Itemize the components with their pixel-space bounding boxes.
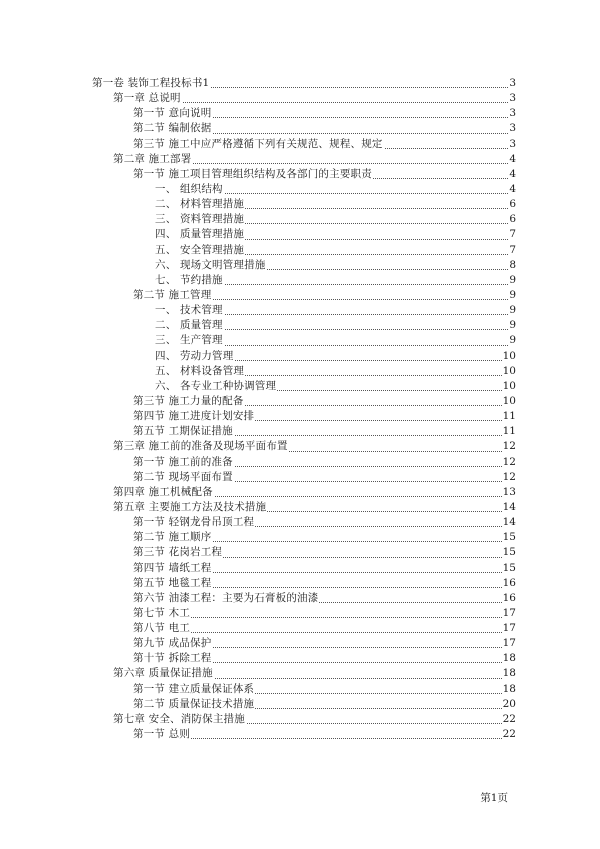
toc-entry[interactable] [0, 212, 600, 227]
toc-entry-title: 第二节 编制依据 [133, 121, 212, 136]
toc-entry[interactable] [0, 273, 600, 288]
toc-entry-page-number: 3 [508, 91, 516, 106]
toc-entry-page-number: 15 [502, 545, 516, 560]
toc-entry-page-number: 15 [502, 561, 516, 576]
toc-entry-page-number: 9 [508, 273, 516, 288]
toc-entry-title: 第二节 质量保证技术措施 [133, 697, 255, 712]
toc-entry[interactable] [0, 106, 600, 121]
toc-entry-title: 第四节 施工进度计划安排 [133, 409, 255, 424]
toc-entry-page-number: 22 [502, 727, 516, 742]
toc-entry-title: 一、 技术管理 [155, 303, 224, 318]
toc-entry-page-number: 4 [508, 167, 516, 182]
toc-entry-title: 第一节 意向说明 [133, 106, 212, 121]
toc-entry-page-number: 17 [502, 621, 516, 636]
toc-entry-page-number: 9 [508, 333, 516, 348]
toc-entry[interactable] [0, 545, 600, 560]
toc-entry[interactable] [0, 409, 600, 424]
toc-entry[interactable] [0, 197, 600, 212]
toc-entry[interactable] [0, 349, 600, 364]
toc-entry[interactable] [0, 182, 600, 197]
toc-entry-page-number: 7 [508, 227, 516, 242]
toc-entry[interactable] [0, 727, 600, 742]
toc-entry[interactable] [0, 137, 600, 152]
toc-entry-page-number: 10 [502, 379, 516, 394]
toc-entry[interactable] [0, 515, 600, 530]
toc-entry-title: 六、 现场文明管理措施 [155, 258, 267, 273]
toc-entry-title: 第七章 安全、消防保主措施 [113, 712, 246, 727]
toc-entry-page-number: 15 [502, 530, 516, 545]
toc-entry-page-number: 12 [502, 439, 516, 454]
toc-entry[interactable] [0, 152, 600, 167]
toc-entry[interactable] [0, 243, 600, 258]
toc-entry-page-number: 6 [508, 212, 516, 227]
toc-entry[interactable] [0, 530, 600, 545]
toc-entry-title: 第五节 地毯工程 [133, 576, 212, 591]
toc-entry-page-number: 16 [502, 591, 516, 606]
toc-entry-title: 第七节 木工 [133, 606, 191, 621]
toc-entry-title: 第九节 成品保护 [133, 636, 212, 651]
toc-entry-title: 第一节 建立质量保证体系 [133, 682, 255, 697]
toc-entry-title: 三、 资料管理措施 [155, 212, 245, 227]
toc-entry[interactable] [0, 621, 600, 636]
toc-entry[interactable] [0, 606, 600, 621]
toc-entry-title: 四、 劳动力管理 [155, 349, 234, 364]
toc-entry-title: 第十节 拆除工程 [133, 651, 212, 666]
toc-entry[interactable] [0, 651, 600, 666]
toc-entry[interactable] [0, 682, 600, 697]
toc-entry-page-number: 20 [502, 697, 516, 712]
toc-entry-page-number: 3 [508, 137, 516, 152]
toc-entry-title: 第一节 总则 [133, 727, 191, 742]
toc-entry-page-number: 17 [502, 636, 516, 651]
page-number-footer: 第1页 [480, 792, 508, 804]
toc-entry[interactable] [0, 227, 600, 242]
toc-entry-title: 第五节 工期保证措施 [133, 424, 234, 439]
toc-entry[interactable] [0, 318, 600, 333]
toc-entry-title: 第一节 施工前的准备 [133, 455, 234, 470]
toc-entry-title: 五、 安全管理措施 [155, 243, 245, 258]
toc-entry-title: 第二章 施工部署 [113, 152, 192, 167]
toc-entry[interactable] [0, 712, 600, 727]
toc-entry-page-number: 11 [502, 409, 516, 424]
toc-entry[interactable] [0, 91, 600, 106]
toc-entry[interactable] [0, 121, 600, 136]
toc-entry[interactable] [0, 470, 600, 485]
toc-entry[interactable] [0, 288, 600, 303]
toc-entry-page-number: 9 [508, 303, 516, 318]
toc-entry[interactable] [0, 394, 600, 409]
toc-entry-page-number: 3 [508, 76, 516, 91]
toc-entry-title: 第二节 施工管理 [133, 288, 212, 303]
toc-entry-title: 第一卷 装饰工程投标书1 [92, 76, 210, 91]
toc-entry-title: 第二节 现场平面布置 [133, 470, 234, 485]
toc-entry-title: 第六章 质量保证措施 [113, 666, 214, 681]
table-of-contents [0, 76, 600, 742]
toc-entry-page-number: 4 [508, 152, 516, 167]
toc-entry-page-number: 10 [502, 394, 516, 409]
toc-entry-page-number: 18 [502, 651, 516, 666]
toc-entry-title: 第三节 施工力量的配备 [133, 394, 245, 409]
toc-entry-title: 五、 材料设备管理 [155, 364, 245, 379]
toc-dot-leader [137, 617, 512, 618]
toc-entry[interactable] [0, 303, 600, 318]
toc-entry[interactable] [0, 379, 600, 394]
toc-entry-page-number: 9 [508, 318, 516, 333]
toc-entry[interactable] [0, 485, 600, 500]
toc-entry[interactable] [0, 666, 600, 681]
toc-entry-page-number: 10 [502, 349, 516, 364]
toc-entry-page-number: 18 [502, 682, 516, 697]
toc-entry-title: 第二节 施工顺序 [133, 530, 212, 545]
toc-entry-title: 第三节 施工中应严格遵循下列有关规范、规程、规定 [133, 137, 384, 152]
toc-entry[interactable] [0, 258, 600, 273]
toc-entry-page-number: 17 [502, 606, 516, 621]
toc-entry-title: 二、 材料管理措施 [155, 197, 245, 212]
toc-entry-page-number: 22 [502, 712, 516, 727]
toc-entry-title: 第六节 油漆工程：主要为石膏板的油漆 [133, 591, 319, 606]
toc-entry-page-number: 12 [502, 470, 516, 485]
toc-entry-page-number: 14 [502, 515, 516, 530]
toc-entry-page-number: 8 [508, 258, 516, 273]
toc-entry[interactable] [0, 591, 600, 606]
toc-entry[interactable] [0, 76, 600, 91]
toc-entry-page-number: 16 [502, 576, 516, 591]
toc-entry-title: 第三章 施工前的准备及现场平面布置 [113, 439, 289, 454]
toc-entry-page-number: 12 [502, 455, 516, 470]
toc-entry[interactable] [0, 167, 600, 182]
toc-entry-title: 四、 质量管理措施 [155, 227, 245, 242]
toc-dot-leader [137, 738, 512, 739]
toc-entry-title: 一、 组织结构 [155, 182, 224, 197]
toc-entry-page-number: 4 [508, 182, 516, 197]
toc-entry[interactable] [0, 561, 600, 576]
toc-entry-page-number: 9 [508, 288, 516, 303]
toc-entry-page-number: 14 [502, 500, 516, 515]
toc-entry-title: 二、 质量管理 [155, 318, 224, 333]
toc-entry-page-number: 3 [508, 106, 516, 121]
toc-entry-title: 第一章 总说明 [113, 91, 182, 106]
toc-entry-page-number: 13 [502, 485, 516, 500]
toc-entry-page-number: 7 [508, 243, 516, 258]
toc-entry[interactable] [0, 500, 600, 515]
toc-entry-title: 第四章 施工机械配备 [113, 485, 214, 500]
toc-entry-title: 第一节 轻钢龙骨吊顶工程 [133, 515, 255, 530]
toc-entry-title: 第五章 主要施工方法及技术措施 [113, 500, 267, 515]
toc-entry[interactable] [0, 364, 600, 379]
toc-entry-title: 第一节 施工项目管理组织结构及各部门的主要职责 [133, 167, 373, 182]
toc-entry-page-number: 18 [502, 666, 516, 681]
toc-entry-page-number: 11 [502, 424, 516, 439]
toc-entry[interactable] [0, 636, 600, 651]
toc-entry-title: 第四节 墙纸工程 [133, 561, 212, 576]
toc-entry-page-number: 6 [508, 197, 516, 212]
toc-entry[interactable] [0, 439, 600, 454]
toc-entry-title: 第八节 电工 [133, 621, 191, 636]
toc-entry[interactable] [0, 455, 600, 470]
toc-entry[interactable] [0, 333, 600, 348]
toc-entry-title: 三、 生产管理 [155, 333, 224, 348]
toc-entry-title: 七、 节约措施 [155, 273, 224, 288]
toc-entry[interactable] [0, 424, 600, 439]
toc-entry[interactable] [0, 576, 600, 591]
toc-entry-title: 第三节 花岗岩工程 [133, 545, 223, 560]
toc-entry[interactable] [0, 697, 600, 712]
toc-dot-leader [137, 632, 512, 633]
toc-entry-page-number: 10 [502, 364, 516, 379]
toc-entry-page-number: 3 [508, 121, 516, 136]
toc-entry-title: 六、 各专业工种协调管理 [155, 379, 277, 394]
